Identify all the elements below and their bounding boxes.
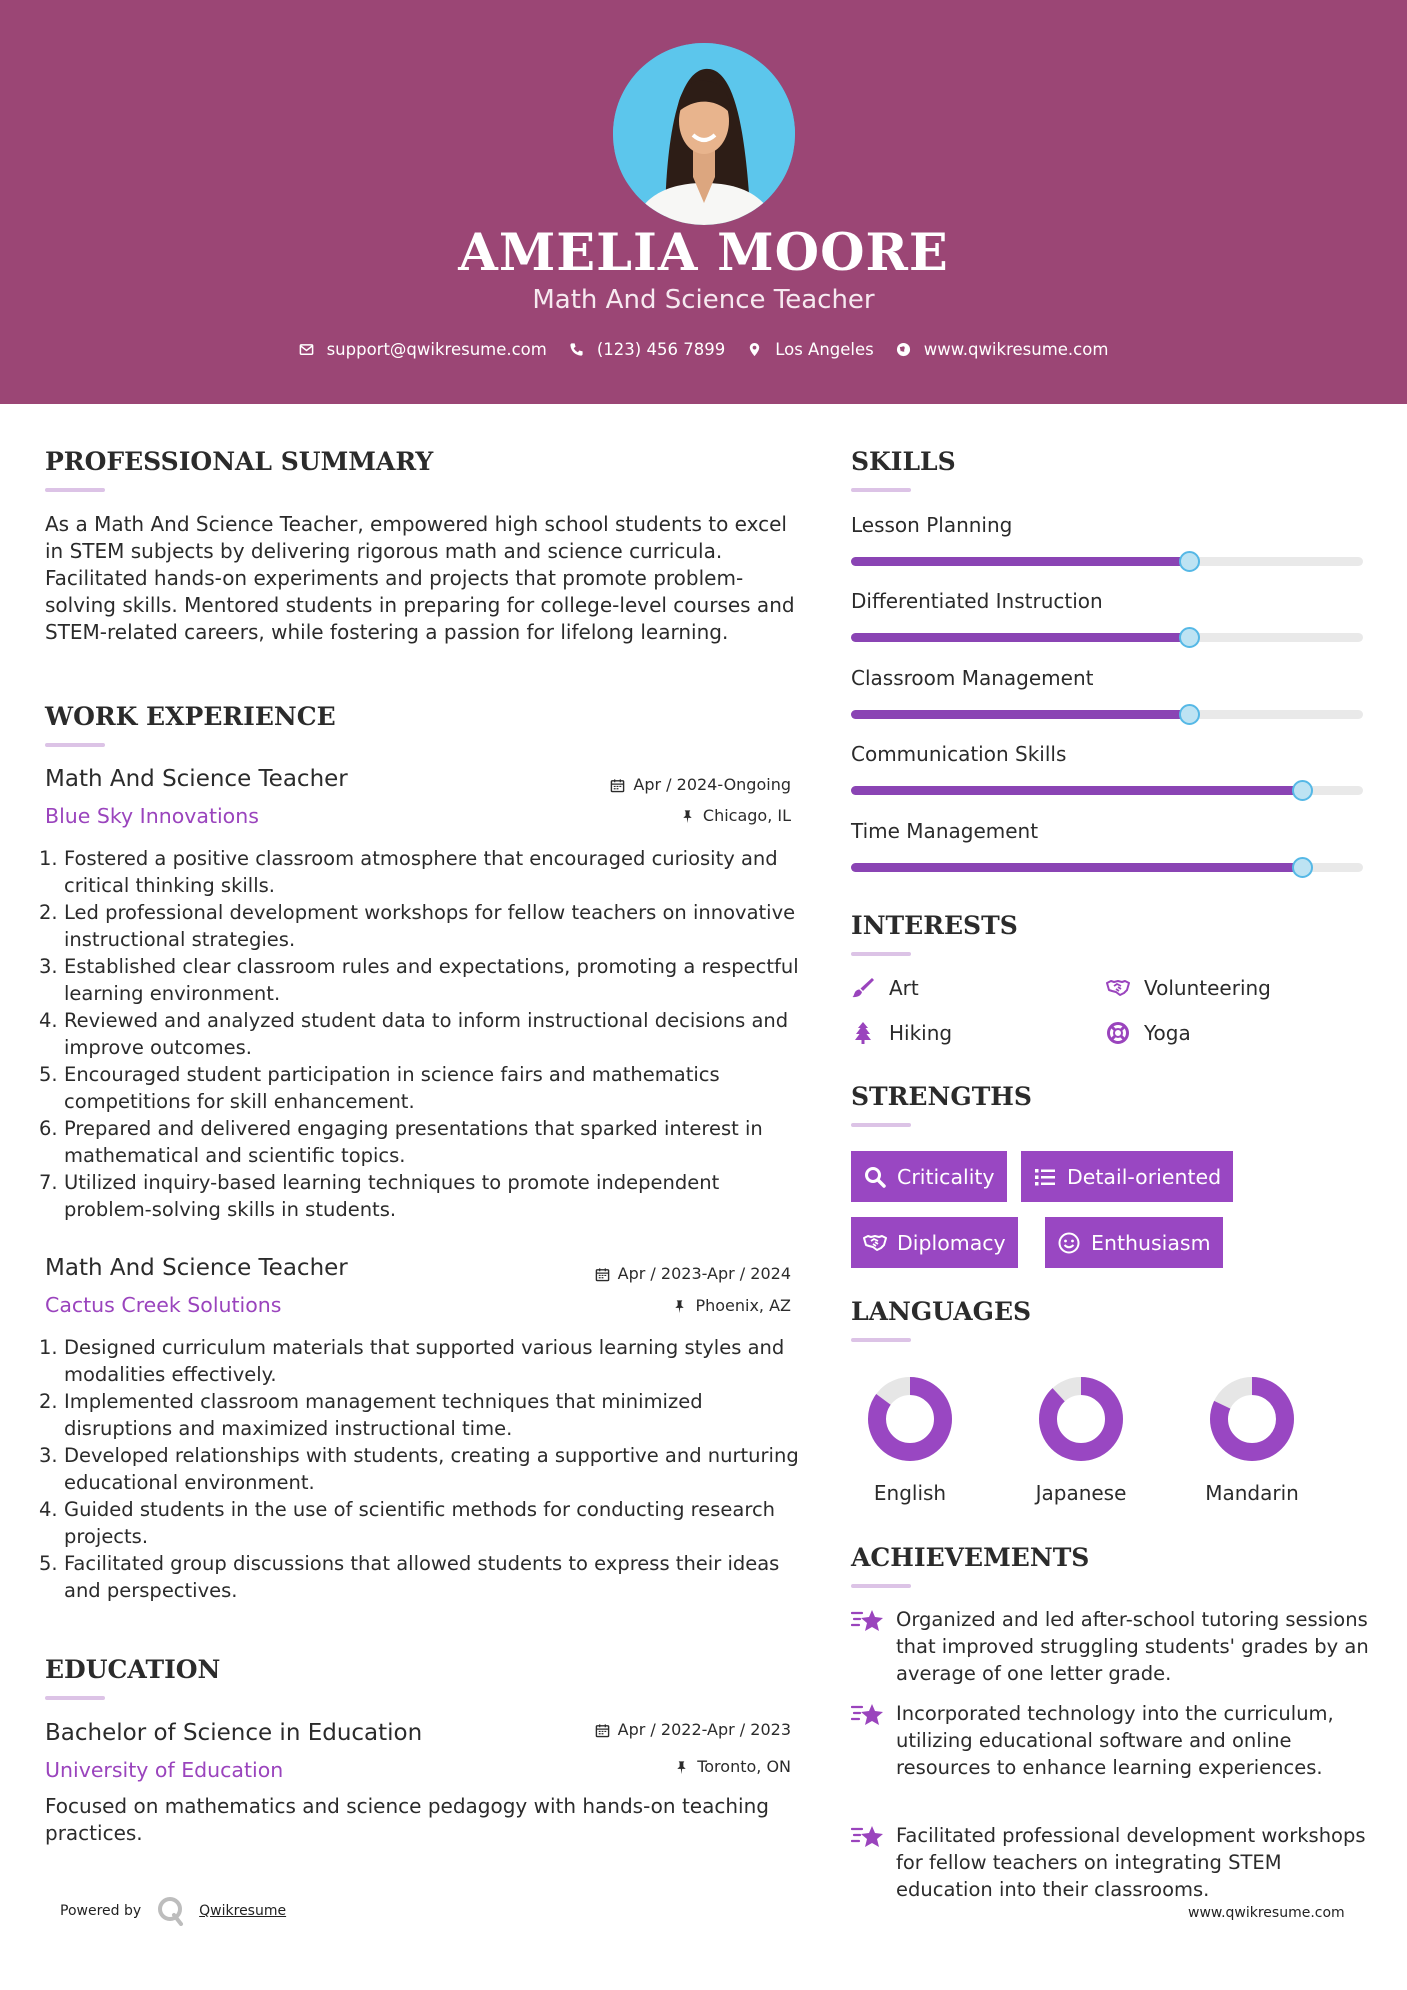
- summary-heading: PROFESSIONAL SUMMARY: [45, 447, 434, 476]
- skill-bar-knob: [1179, 551, 1200, 572]
- interests-heading-rule: [851, 952, 911, 956]
- skill-bar-knob: [1292, 857, 1313, 878]
- education-heading: EDUCATION: [45, 1655, 221, 1684]
- pushpin-icon: [674, 1760, 689, 1775]
- interests-heading: INTERESTS: [851, 911, 1018, 940]
- job-bullet: Reviewed and analyzed student data to inform instructional decisions and improve outcomes.: [64, 1009, 789, 1059]
- strength-label: Diplomacy: [897, 1230, 1006, 1255]
- skill-bar-fill: [851, 557, 1189, 566]
- strengths-heading: STRENGTHS: [851, 1082, 1032, 1111]
- tree-icon: [851, 1021, 875, 1045]
- education-location: [500, 1756, 791, 1778]
- job-location: [500, 1295, 791, 1317]
- job-bullet: Established clear classroom rules and expectations, promoting a respectful learning environment.: [64, 955, 799, 1005]
- job-bullet: Prepared and delivered engaging presentations that sparked interest in mathematical and scientific topics.: [64, 1117, 763, 1167]
- strength-chip: [851, 1151, 1007, 1202]
- job-location-text: Phoenix, AZ: [695, 1296, 791, 1315]
- language-donut-arc: [1048, 1386, 1114, 1452]
- job-title: Math And Science Teacher: [45, 766, 348, 792]
- strengths-heading-rule: [851, 1123, 911, 1127]
- job-bullet: Developed relationships with students, creating a supportive and nurturing educational environment.: [64, 1444, 799, 1494]
- experience-heading: WORK EXPERIENCE: [45, 702, 336, 731]
- summary-heading-rule: [45, 488, 105, 492]
- job-dates: [500, 1263, 791, 1285]
- job-title: Math And Science Teacher: [45, 1255, 348, 1281]
- lifebuoy-icon: [1106, 1021, 1130, 1045]
- skill-bar: [851, 633, 1363, 642]
- achievement-text: Organized and led after-school tutoring sessions that improved struggling students' grades by an average of one letter grade.: [896, 1608, 1369, 1685]
- education-dates-text: Apr / 2022-Apr / 2023: [617, 1720, 791, 1739]
- contact-location-text: Los Angeles: [775, 339, 874, 359]
- job-dates-text: Apr / 2024-Ongoing: [633, 775, 791, 794]
- skill-bar-knob: [1179, 704, 1200, 725]
- interest-label: Volunteering: [1144, 976, 1271, 1000]
- job-dates: [500, 774, 791, 796]
- pushpin-icon: [672, 1299, 687, 1314]
- list-icon: [1033, 1165, 1057, 1189]
- language-item: [835, 1375, 985, 1507]
- phone-icon: [569, 342, 584, 357]
- education-location-text: Toronto, ON: [697, 1757, 791, 1776]
- skill-label: Differentiated Instruction: [851, 589, 1103, 613]
- strength-label: Detail-oriented: [1067, 1164, 1222, 1189]
- languages-heading-rule: [851, 1338, 911, 1342]
- paintbrush-icon: [851, 976, 875, 1000]
- contact-bar: [0, 336, 1407, 362]
- skill-bar: [851, 786, 1363, 795]
- job-company: Blue Sky Innovations: [45, 804, 259, 828]
- language-donut: [1208, 1375, 1296, 1463]
- job-bullet: Facilitated group discussions that allowed students to express their ideas and perspectives.: [64, 1552, 780, 1602]
- job-location-text: Chicago, IL: [702, 806, 791, 825]
- contact-email[interactable]: [299, 340, 547, 359]
- interest-item: [1106, 974, 1271, 1002]
- skill-bar-knob: [1179, 627, 1200, 648]
- job-bullet: Utilized inquiry-based learning techniques to promote independent problem-solving skills in students.: [64, 1171, 720, 1221]
- candidate-headline: Math And Science Teacher: [532, 285, 875, 315]
- achievements-heading-rule: [851, 1584, 911, 1588]
- interest-item: [851, 974, 919, 1002]
- job-bullet: Led professional development workshops for fellow teachers on innovative instructional strategies.: [64, 901, 796, 951]
- job-bullets: [45, 845, 805, 1223]
- language-label: Japanese: [1035, 1481, 1127, 1505]
- skill-bar: [851, 557, 1363, 566]
- contact-phone[interactable]: [569, 340, 725, 359]
- envelope-icon: [299, 342, 314, 357]
- language-donut: [1037, 1375, 1125, 1463]
- skill-label: Classroom Management: [851, 666, 1094, 690]
- strength-label: Enthusiasm: [1091, 1230, 1211, 1255]
- powered-by: [60, 1896, 286, 1926]
- map-pin-icon: [747, 342, 762, 357]
- calendar-icon: [610, 778, 625, 793]
- qwikresume-link[interactable]: Qwikresume: [199, 1903, 287, 1919]
- pushpin-icon: [680, 809, 695, 824]
- language-item: [1177, 1375, 1327, 1507]
- interest-label: Yoga: [1144, 1021, 1191, 1045]
- interest-item: [851, 1019, 952, 1047]
- achievement-text: Incorporated technology into the curriculum, utilizing educational software and online resources to enhance learning experiences.: [896, 1702, 1334, 1779]
- skills-heading-rule: [851, 488, 911, 492]
- skill-bar-fill: [851, 863, 1302, 872]
- contact-phone-text: (123) 456 7899: [596, 339, 726, 359]
- skill-label: Communication Skills: [851, 742, 1067, 766]
- contact-location: [747, 340, 874, 359]
- education-dates: [500, 1719, 791, 1741]
- skill-label: Time Management: [851, 819, 1039, 843]
- interest-label: Art: [889, 976, 919, 1000]
- skill-label: Lesson Planning: [851, 513, 1013, 537]
- education-school: University of Education: [45, 1758, 284, 1782]
- contact-website-text: www.qwikresume.com: [923, 339, 1109, 359]
- job-bullet: Fostered a positive classroom atmosphere that encouraged curiosity and critical thinking skills.: [64, 847, 778, 897]
- job-bullet: Encouraged student participation in science fairs and mathematics competitions for skill enhancement.: [64, 1063, 720, 1113]
- achievement-item: [851, 1606, 1371, 1687]
- search-icon: [863, 1165, 887, 1189]
- job-company: Cactus Creek Solutions: [45, 1293, 282, 1317]
- achievements-heading: ACHIEVEMENTS: [851, 1543, 1090, 1572]
- strength-chip: [851, 1217, 1018, 1268]
- handshake-icon: [863, 1231, 887, 1255]
- experience-heading-rule: [45, 743, 105, 747]
- language-donut: [866, 1375, 954, 1463]
- calendar-icon: [595, 1723, 610, 1738]
- contact-email-text: support@qwikresume.com: [326, 339, 547, 359]
- skill-bar: [851, 710, 1363, 719]
- language-label: English: [873, 1481, 947, 1505]
- skills-heading: SKILLS: [851, 447, 956, 476]
- job-bullet: Guided students in the use of scientific methods for conducting research projects.: [64, 1498, 776, 1548]
- education-description: Focused on mathematics and science pedagogy with hands-on teaching practices.: [45, 1794, 769, 1845]
- job-dates-text: Apr / 2023-Apr / 2024: [617, 1264, 791, 1283]
- language-item: [1006, 1375, 1156, 1507]
- interest-label: Hiking: [889, 1021, 953, 1045]
- profile-photo: [613, 43, 795, 225]
- smile-icon: [1057, 1231, 1081, 1255]
- job-bullets: [45, 1334, 805, 1604]
- shooting-star-icon: [851, 1823, 885, 1851]
- achievement-item: [851, 1700, 1371, 1781]
- qwikresume-logo-icon: [157, 1896, 185, 1926]
- strength-chip: [1045, 1217, 1223, 1268]
- skill-bar-fill: [851, 633, 1189, 642]
- shooting-star-icon: [851, 1701, 885, 1729]
- language-label: Mandarin: [1205, 1481, 1299, 1505]
- powered-by-label: Powered by: [60, 1903, 142, 1919]
- strength-label: Criticality: [897, 1164, 995, 1189]
- achievement-text: Facilitated professional development workshops for fellow teachers on integrating STEM education into their classrooms.: [896, 1824, 1366, 1901]
- languages-heading: LANGUAGES: [851, 1297, 1032, 1326]
- footer-website[interactable]: www.qwikresume.com: [1188, 1905, 1345, 1921]
- handshake-icon: [1106, 976, 1130, 1000]
- skill-bar-fill: [851, 710, 1189, 719]
- skill-bar: [851, 863, 1363, 872]
- job-location: [500, 805, 791, 827]
- resume-header: [0, 0, 1407, 404]
- achievement-item: [851, 1822, 1371, 1903]
- contact-website[interactable]: [896, 340, 1109, 359]
- summary-text: As a Math And Science Teacher, empowered high school students to excel in STEM subjects by delivering rigorous math and science curricula. Facilitated hands-on experiments and projects that promote problem-solving skills. Mentored students in preparing for college-level courses and STEM-related careers, while fostering a passion for lifelong learning.: [45, 512, 795, 644]
- calendar-icon: [595, 1267, 610, 1282]
- skill-bar-knob: [1292, 780, 1313, 801]
- skill-bar-fill: [851, 786, 1302, 795]
- strength-chip: [1021, 1151, 1233, 1202]
- candidate-name: AMELIA MOORE: [458, 223, 949, 283]
- job-bullet: Implemented classroom management techniques that minimized disruptions and maximized instructional time.: [64, 1390, 703, 1440]
- interest-item: [1106, 1019, 1191, 1047]
- globe-icon: [896, 342, 911, 357]
- education-degree: Bachelor of Science in Education: [45, 1720, 423, 1746]
- job-bullet: Designed curriculum materials that supported various learning styles and modalities effectively.: [64, 1336, 785, 1386]
- education-heading-rule: [45, 1696, 105, 1700]
- shooting-star-icon: [851, 1607, 885, 1635]
